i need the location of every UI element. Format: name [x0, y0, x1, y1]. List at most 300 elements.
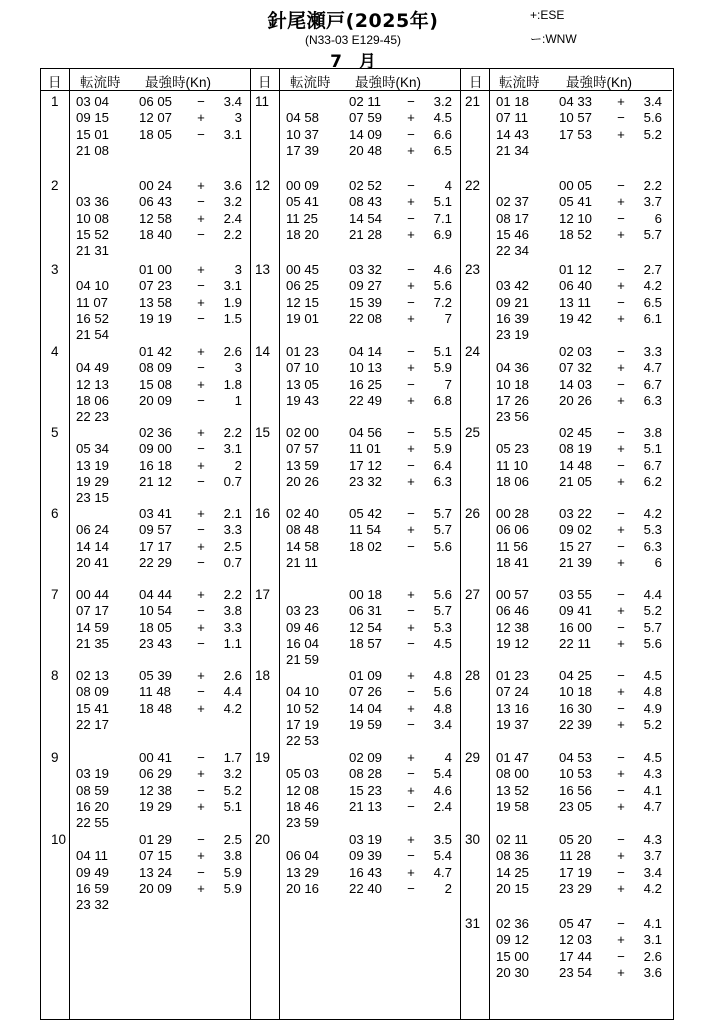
max-time: 02 52 [349, 178, 383, 193]
max-time: 11 48 [139, 684, 172, 700]
direction-sign: − [617, 538, 625, 554]
direction-sign: + [197, 425, 205, 440]
turn-time: 08 59 [76, 782, 110, 798]
max-speed: 6.9 [433, 226, 452, 242]
turn-time: 15 52 [76, 226, 110, 242]
tide-row [41, 538, 249, 555]
max-time: 15 27 [559, 538, 593, 554]
tide-row [461, 716, 669, 733]
tide-row [41, 716, 249, 733]
max-speed: 5.2 [643, 126, 662, 142]
max-time: 07 32 [559, 360, 593, 376]
turn-time: 02 11 [496, 832, 529, 847]
direction-sign: + [197, 457, 205, 473]
direction-sign: − [617, 619, 625, 635]
turn-time: 07 17 [76, 603, 110, 619]
max-time: 17 17 [139, 538, 173, 554]
direction-sign: − [617, 782, 625, 798]
max-time: 08 43 [349, 194, 383, 210]
max-time: 18 05 [139, 619, 173, 635]
max-time: 14 48 [559, 457, 593, 473]
tide-row [251, 749, 459, 766]
tide-row [251, 142, 459, 159]
max-speed: 4.9 [643, 700, 662, 716]
day-number: 20 [255, 832, 271, 847]
turn-time: 18 46 [286, 798, 320, 814]
turn-time: 22 34 [496, 243, 530, 259]
turn-time: 16 04 [286, 635, 320, 651]
max-speed: 2.6 [223, 668, 242, 683]
max-speed: 4.7 [643, 360, 662, 376]
max-speed: 3.7 [643, 848, 662, 864]
max-time: 06 31 [349, 603, 383, 619]
max-time: 12 03 [559, 932, 593, 948]
tide-row [251, 716, 459, 733]
max-speed: 3.6 [223, 178, 242, 193]
direction-sign: + [617, 964, 625, 980]
tide-row [251, 505, 459, 522]
tide-row [461, 376, 669, 393]
direction-sign: − [197, 226, 205, 242]
turn-time: 07 24 [496, 684, 530, 700]
day-number: 6 [51, 506, 59, 521]
day-number: 8 [51, 668, 59, 683]
max-time: 07 26 [349, 684, 383, 700]
max-time: 00 18 [349, 587, 383, 602]
max-time: 17 44 [559, 948, 593, 964]
turn-time: 23 32 [76, 897, 110, 913]
direction-sign: + [617, 310, 625, 326]
direction-sign: + [197, 538, 205, 554]
direction-sign: − [617, 587, 625, 602]
max-speed: 4.5 [433, 635, 452, 651]
tide-row [461, 586, 669, 603]
turn-time: 04 10 [76, 278, 110, 294]
tide-row [251, 261, 459, 278]
turn-time: 19 29 [76, 473, 110, 489]
max-time: 09 02 [559, 522, 593, 538]
tide-row [461, 310, 669, 327]
max-time: 09 27 [349, 278, 383, 294]
max-speed: 1.8 [223, 376, 242, 392]
max-time: 14 03 [559, 376, 593, 392]
max-speed: 5.6 [433, 538, 452, 554]
direction-sign: + [407, 619, 415, 635]
direction-sign: + [197, 766, 205, 782]
day-number: 9 [51, 750, 59, 765]
max-speed: 7.2 [433, 294, 452, 310]
turn-time: 21 59 [286, 652, 320, 668]
table-header-row [41, 69, 672, 91]
max-time: 02 45 [559, 425, 593, 440]
tide-row [41, 242, 249, 259]
turn-time: 00 57 [496, 587, 530, 602]
direction-sign: − [407, 603, 415, 619]
day-number: 15 [255, 425, 271, 440]
max-speed: 0.7 [223, 554, 242, 570]
max-time: 06 43 [139, 194, 173, 210]
tide-row [461, 242, 669, 259]
max-time: 07 59 [349, 110, 383, 126]
turn-time: 01 23 [496, 668, 530, 683]
max-time: 22 39 [559, 716, 593, 732]
direction-sign: − [407, 344, 415, 359]
turn-time: 10 52 [286, 700, 320, 716]
turn-time: 23 59 [286, 815, 320, 831]
max-time: 19 29 [139, 798, 173, 814]
tide-row [461, 126, 669, 143]
turn-time: 13 59 [286, 457, 320, 473]
tide-table [40, 68, 674, 1020]
tide-row [461, 359, 669, 376]
turn-time: 23 15 [76, 490, 110, 506]
max-speed: 3.1 [223, 126, 242, 142]
tide-row [251, 667, 459, 684]
turn-time: 06 04 [286, 848, 320, 864]
turn-time: 21 35 [76, 635, 110, 651]
max-speed: 1.7 [223, 750, 242, 765]
max-time: 23 05 [559, 798, 593, 814]
day-number: 16 [255, 506, 271, 521]
direction-sign: − [407, 506, 415, 521]
direction-sign: + [197, 506, 205, 521]
max-time: 16 18 [139, 457, 173, 473]
direction-sign: − [407, 880, 415, 896]
max-time: 06 05 [139, 94, 173, 109]
tide-row [251, 732, 459, 749]
turn-time: 05 03 [286, 766, 320, 782]
day-number: 17 [255, 587, 271, 602]
max-time: 20 48 [349, 142, 383, 158]
max-time: 05 42 [349, 506, 383, 521]
turn-time: 03 19 [76, 766, 110, 782]
tide-row [41, 142, 249, 159]
max-time: 16 43 [349, 864, 383, 880]
direction-sign: − [617, 110, 625, 126]
direction-sign: − [197, 310, 205, 326]
turn-time: 16 52 [76, 310, 110, 326]
tide-row [41, 700, 249, 717]
direction-sign: + [197, 178, 205, 193]
max-time: 01 09 [349, 668, 383, 683]
max-speed: 4.8 [433, 700, 452, 716]
max-speed: 7.1 [433, 210, 452, 226]
direction-sign: + [407, 864, 415, 880]
max-speed: 5.7 [433, 506, 452, 521]
max-speed: 6 [654, 210, 662, 226]
max-time: 17 53 [559, 126, 593, 142]
tide-row [461, 635, 669, 652]
direction-sign: − [407, 798, 415, 814]
turn-time: 06 46 [496, 603, 530, 619]
tide-row [461, 602, 669, 619]
direction-sign: + [617, 392, 625, 408]
turn-time: 23 56 [496, 409, 530, 425]
max-speed: 5.7 [433, 603, 452, 619]
turn-time: 21 34 [496, 142, 530, 158]
max-speed: 2.6 [223, 344, 242, 359]
turn-time: 15 46 [496, 226, 530, 242]
max-speed: 4.3 [643, 832, 662, 847]
turn-time: 14 58 [286, 538, 320, 554]
max-time: 17 12 [349, 457, 383, 473]
turn-time: 10 08 [76, 210, 110, 226]
turn-time: 13 19 [76, 457, 110, 473]
page-header [0, 0, 706, 72]
max-time: 02 03 [559, 344, 593, 359]
max-time: 16 30 [559, 700, 593, 716]
turn-time: 11 25 [286, 210, 319, 226]
max-time: 06 40 [559, 278, 593, 294]
turn-time: 19 12 [496, 635, 530, 651]
tide-row [251, 310, 459, 327]
tide-row [41, 586, 249, 603]
day-number: 30 [465, 832, 481, 847]
turn-time: 20 15 [496, 880, 530, 896]
max-speed: 3.7 [643, 194, 662, 210]
max-speed: 6.6 [433, 126, 452, 142]
direction-sign: − [197, 750, 205, 765]
turn-time: 15 41 [76, 700, 110, 716]
direction-sign: + [617, 278, 625, 294]
max-time: 09 39 [349, 848, 383, 864]
max-time: 05 41 [559, 194, 593, 210]
turn-time: 00 28 [496, 506, 530, 521]
tide-row [461, 765, 669, 782]
max-speed: 4.2 [643, 278, 662, 294]
turn-time: 08 00 [496, 766, 530, 782]
tide-row [461, 142, 669, 159]
max-speed: 5.3 [433, 619, 452, 635]
turn-time: 21 08 [76, 142, 110, 158]
max-time: 01 00 [139, 262, 173, 277]
tide-row [41, 864, 249, 881]
tide-row [461, 554, 669, 571]
max-time: 20 09 [139, 392, 173, 408]
day-number: 19 [255, 750, 271, 765]
max-speed: 5.6 [643, 635, 662, 651]
max-time: 18 52 [559, 226, 593, 242]
tide-row [461, 619, 669, 636]
direction-sign: + [617, 473, 625, 489]
turn-time: 05 23 [496, 441, 530, 457]
direction-sign: − [617, 262, 625, 277]
direction-sign: − [617, 210, 625, 226]
max-speed: 4.8 [643, 684, 662, 700]
day-number: 27 [465, 587, 481, 602]
turn-time: 07 10 [286, 360, 320, 376]
tide-row [41, 619, 249, 636]
turn-time: 10 18 [496, 376, 530, 392]
max-time: 18 02 [349, 538, 383, 554]
direction-sign: + [407, 668, 415, 683]
max-time: 16 25 [349, 376, 383, 392]
direction-sign: + [197, 587, 205, 602]
tide-row [41, 343, 249, 360]
direction-sign: − [407, 94, 415, 109]
tide-row [461, 521, 669, 538]
max-time: 15 23 [349, 782, 383, 798]
turn-time: 16 39 [496, 310, 530, 326]
tide-row [41, 847, 249, 864]
direction-sign: − [197, 360, 205, 376]
max-time: 21 12 [139, 473, 173, 489]
turn-time: 01 23 [286, 344, 320, 359]
turn-time: 08 48 [286, 522, 320, 538]
turn-time: 06 25 [286, 278, 320, 294]
turn-time: 16 59 [76, 880, 110, 896]
direction-sign: + [617, 194, 625, 210]
turn-time: 18 41 [496, 554, 530, 570]
max-time: 21 05 [559, 473, 593, 489]
turn-time: 02 36 [496, 916, 530, 931]
direction-sign: + [617, 880, 625, 896]
max-time: 22 49 [349, 392, 383, 408]
max-time: 07 15 [139, 848, 173, 864]
direction-sign: + [407, 142, 415, 158]
tide-row [41, 473, 249, 490]
max-time: 13 11 [559, 294, 592, 310]
tide-row [461, 408, 669, 425]
direction-sign: + [407, 522, 415, 538]
max-time: 18 48 [139, 700, 173, 716]
tide-row [41, 261, 249, 278]
direction-sign: − [197, 441, 205, 457]
max-time: 12 54 [349, 619, 383, 635]
tide-row [41, 635, 249, 652]
max-time: 23 32 [349, 473, 383, 489]
coordinates: (N33-03 E129-45) [304, 33, 402, 47]
max-speed: 1.1 [223, 635, 242, 651]
max-time: 02 09 [349, 750, 383, 765]
direction-sign: − [617, 668, 625, 683]
direction-sign: − [407, 126, 415, 142]
direction-sign: + [407, 700, 415, 716]
max-speed: 3.4 [433, 716, 452, 732]
tide-row [461, 193, 669, 210]
direction-sign: + [407, 392, 415, 408]
tide-row [251, 424, 459, 441]
direction-sign: − [197, 392, 205, 408]
direction-sign: + [197, 376, 205, 392]
direction-sign: − [407, 294, 415, 310]
direction-sign: − [197, 782, 205, 798]
turn-time: 12 08 [286, 782, 320, 798]
max-time: 05 39 [139, 668, 173, 683]
tide-row [41, 489, 249, 506]
max-speed: 3.4 [643, 864, 662, 880]
turn-time: 09 21 [496, 294, 530, 310]
direction-sign: − [407, 457, 415, 473]
turn-time: 20 30 [496, 964, 530, 980]
tide-row [461, 294, 669, 311]
tide-row [461, 326, 669, 343]
tide-row [251, 765, 459, 782]
max-speed: 6.2 [643, 473, 662, 489]
tide-row [41, 376, 249, 393]
max-speed: 4.7 [433, 864, 452, 880]
day-number: 24 [465, 344, 481, 359]
turn-time: 19 37 [496, 716, 530, 732]
turn-time: 12 13 [76, 376, 110, 392]
max-speed: 4.8 [433, 668, 452, 683]
tide-row [251, 392, 459, 409]
max-speed: 2.4 [433, 798, 452, 814]
max-speed: 2.2 [223, 587, 242, 602]
turn-time: 16 20 [76, 798, 110, 814]
max-speed: 3.5 [433, 832, 452, 847]
direction-sign: + [197, 619, 205, 635]
direction-sign: − [197, 522, 205, 538]
max-speed: 6.3 [643, 392, 662, 408]
direction-sign: − [407, 538, 415, 554]
direction-sign: − [197, 864, 205, 880]
turn-time: 02 00 [286, 425, 320, 440]
direction-sign: + [407, 360, 415, 376]
max-time: 04 14 [349, 344, 383, 359]
max-speed: 5.9 [223, 864, 242, 880]
max-time: 20 09 [139, 880, 173, 896]
tide-row [41, 193, 249, 210]
max-time: 19 19 [139, 310, 173, 326]
max-speed: 6.7 [643, 457, 662, 473]
tide-row [461, 505, 669, 522]
tide-row [41, 896, 249, 913]
turn-time: 11 10 [496, 457, 529, 473]
direction-sign: − [617, 864, 625, 880]
max-speed: 5.5 [433, 425, 452, 440]
direction-sign: − [617, 832, 625, 847]
tide-row [41, 814, 249, 831]
max-time: 03 22 [559, 506, 593, 521]
turn-time: 12 15 [286, 294, 320, 310]
tide-row [461, 93, 669, 110]
direction-sign: + [197, 294, 205, 310]
direction-sign: − [407, 425, 415, 440]
turn-time: 14 59 [76, 619, 110, 635]
tide-row [41, 326, 249, 343]
max-time: 13 58 [139, 294, 173, 310]
max-time: 08 28 [349, 766, 383, 782]
turn-time: 04 36 [496, 360, 530, 376]
direction-sign: − [407, 178, 415, 193]
max-speed: 1 [234, 392, 242, 408]
tide-row [461, 392, 669, 409]
direction-sign: − [617, 916, 625, 931]
tide-row [251, 538, 459, 555]
tide-row [41, 109, 249, 126]
turn-time: 17 39 [286, 142, 320, 158]
max-time: 04 33 [559, 94, 593, 109]
direction-sign: + [197, 880, 205, 896]
max-time: 10 18 [559, 684, 593, 700]
max-time: 10 57 [559, 110, 593, 126]
tide-row [251, 864, 459, 881]
direction-sign: − [617, 294, 625, 310]
max-speed: 6.4 [433, 457, 452, 473]
turn-time: 02 13 [76, 668, 110, 683]
max-speed: 2.1 [223, 506, 242, 521]
tide-row [41, 880, 249, 897]
day-number: 28 [465, 668, 481, 683]
turn-time: 18 20 [286, 226, 320, 242]
max-time: 04 44 [139, 587, 173, 602]
direction-sign: + [617, 441, 625, 457]
turn-time: 04 11 [76, 848, 109, 864]
direction-sign: + [407, 832, 415, 847]
direction-sign: + [617, 554, 625, 570]
turn-time: 21 31 [76, 243, 110, 259]
